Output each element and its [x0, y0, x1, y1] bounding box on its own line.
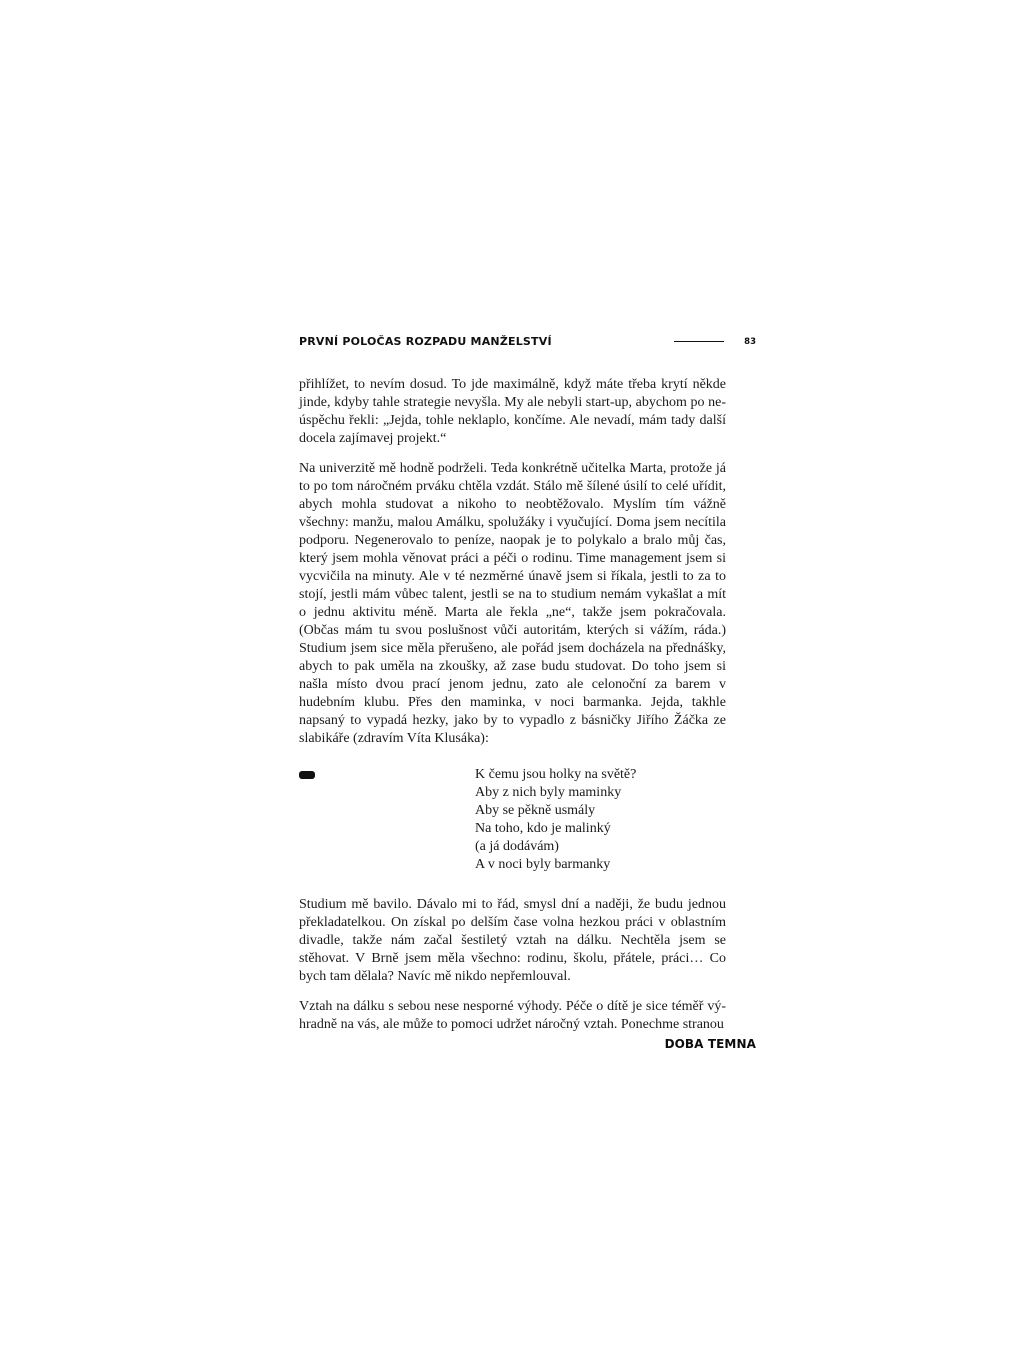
- chapter-title: PRVNÍ POLOČAS ROZPADU MANŽELSTVÍ: [299, 335, 552, 348]
- paragraph: přihlížet, to nevím dosud. To jde maximálně, když máte třeba krytí někde jinde, kdyby tahle strategie nevyšla. My ale nebyli start-up, abychom po neúspěchu řekli: „Jejda, tohle neklaplo, končíme. Ale nevadí, mám tady další docela zajímavej projekt.“: [299, 377, 726, 446]
- publisher-brand: DOBA TEMNA: [664, 1037, 756, 1051]
- paragraph: Studium mě bavilo. Dávalo mi to řád, smysl dní a naději, že budu jednou překladatelkou. On získal po delším čase volna hezkou práci v oblastním divadle, takže nám začal šestiletý vztah na dálku. Nechtěla jsem se stěhovat. V Brně jsem měla všechno: rodinu, školu, přátele, práci… Co bych tam dělala? Navíc mě nikdo nepřemlouval.: [299, 897, 726, 984]
- page-number: 83: [744, 337, 756, 347]
- poem-line: Aby se pěkně usmály: [475, 803, 596, 818]
- poem-line: (a já dodávám): [475, 839, 559, 854]
- poem-block: [299, 766, 726, 874]
- paragraph: Vztah na dálku s sebou nese nesporné výhody. Péče o dítě je sice téměř výhradně na vás, ale může to pomoci udržet náročný vztah. Ponechme stranou: [299, 999, 726, 1032]
- running-head: [299, 335, 756, 351]
- poem-line: Aby z nich byly maminky: [475, 785, 622, 800]
- poem-line: Na toho, kdo je malinký: [475, 821, 611, 836]
- header-rule: [674, 341, 724, 342]
- paragraph: Na univerzitě mě hodně podrželi. Teda konkrétně učitelka Marta, protože já to po tom náročném prváku chtěla vzdát. Stálo mě šílené úsilí to celé uřídit, abych mohla studovat a nikoho to neobtěžovalo. Myslím tím vážně všechny: manžu, malou Amálku, spolužáky i vyučující. Doma jsem necítila podporu. Negenerovalo to peníze, naopak je to polykalo a bralo můj čas, který jsem mohla věnovat práci a péči o rodinu. Time management jsem si vycvičila na minuty. Ale v té nezměrné únavě jsem si říkala, jestli to za to stojí, jestli mám vůbec talent, jestli se na to studium nemám vykašlat a mít o jednu aktivitu méně. Marta ale řekla „ne“, takže jsem pokračovala. (Občas mám tu svou poslušnost vůči autoritám, kterých si vážím, ráda.) Studium jsem sice měla přerušeno, ale pořád jsem docházela na přednášky, abych to pak uměla na zkoušky, až zase budu studovat. Do toho jsem si našla místo dvou prací jenom jednu, zato ale celonoční za barem v hudebním klubu. Přes den maminka, v noci barmanka. Jejda, takhle napsaný to vypadá hezky, jako by to vypadlo z básničky Jiřího Žáčka ze slabikáře (zdravím Vítа Klusáka):: [299, 461, 726, 746]
- quote-marker-icon: [299, 771, 315, 779]
- poem-line: K čemu jsou holky na světě?: [475, 767, 637, 782]
- poem-line: A v noci byly barmanky: [475, 857, 611, 872]
- body-text: [299, 376, 726, 1046]
- poem: [475, 766, 636, 874]
